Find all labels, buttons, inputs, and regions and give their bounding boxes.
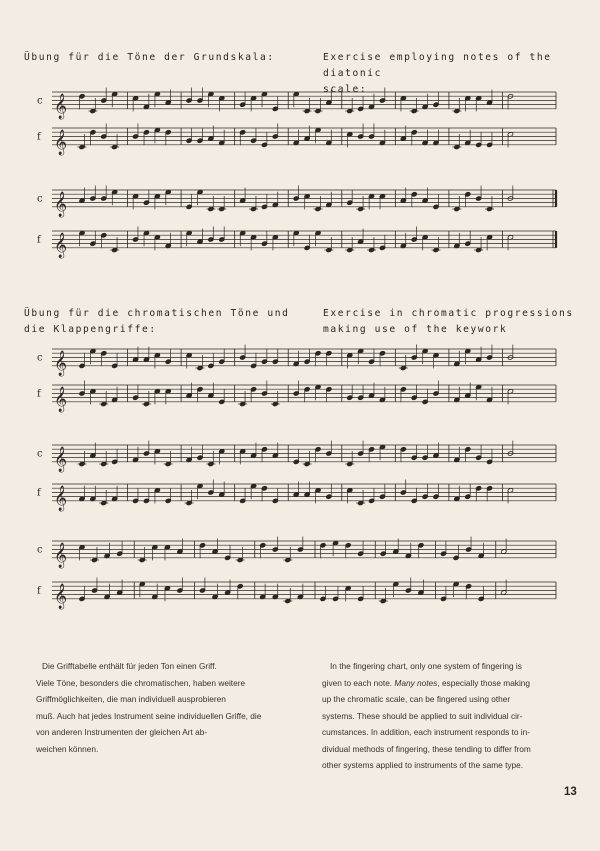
text-line: up the chromatic scale, can be fingered using other — [322, 694, 511, 704]
text-line — [322, 675, 531, 692]
heading-line: Übung für die Töne der Grundskala: — [24, 52, 275, 63]
instrument-label: f — [37, 131, 41, 143]
instrument-label: f — [37, 388, 41, 400]
text-line: Viele Töne, besonders die chromatischen, haben weitere Griffmöglichkeiten, die man individuell ausprobieren — [36, 677, 246, 704]
instrument-label: f — [37, 585, 41, 597]
treble-clef-icon: 𝄞 — [54, 485, 68, 511]
instrument-label: c — [37, 352, 43, 364]
heading-line: scale: — [323, 84, 368, 95]
paragraph-english — [322, 658, 531, 774]
heading-line: Exercise in chromatic progressions — [323, 308, 574, 319]
text-line: dividual methods of fingering, these tending to differ from — [322, 743, 531, 754]
text-line: systems. These should be applied to suit individual cir- — [322, 710, 523, 721]
instrument-label: f — [37, 487, 41, 499]
treble-clef-icon: 𝄞 — [54, 583, 68, 609]
text-segment-italic: Many notes — [392, 677, 438, 688]
treble-clef-icon: 𝄞 — [54, 350, 68, 376]
paragraph-german — [36, 658, 272, 757]
instrument-label: c — [37, 95, 43, 107]
treble-clef-icon: 𝄞 — [54, 232, 68, 258]
instrument-label: c — [37, 544, 43, 556]
text-segment: , especially those making — [437, 677, 531, 688]
heading-line: die Klappengriffe: — [24, 324, 157, 335]
treble-clef-icon: 𝄞 — [54, 129, 68, 155]
heading-line: making use of the keywork — [323, 324, 508, 335]
text-line: Die Grifftabelle enthält für jeden Ton einen Griff. — [42, 661, 217, 671]
text-line: other systems applied to instruments of the same type. — [322, 760, 524, 770]
text-segment: given to each note. — [322, 677, 393, 688]
text-line: weichen können. — [36, 743, 99, 754]
treble-clef-icon: 𝄞 — [54, 93, 68, 119]
treble-clef-icon: 𝄞 — [54, 386, 68, 412]
text-line: muß. Auch hat jedes Instrument seine individuellen Griffe, die von anderen Instrumenten der gleichen Art ab- — [36, 710, 262, 737]
instrument-label: f — [37, 234, 41, 246]
treble-clef-icon: 𝄞 — [54, 542, 68, 568]
treble-clef-icon: 𝄞 — [54, 446, 68, 472]
text-line: In the fingering chart, only one system of fingering is — [330, 661, 522, 671]
heading-line: Übung für die chromatischen Töne und — [24, 308, 290, 319]
treble-clef-icon: 𝄞 — [54, 191, 68, 217]
page-number: 13 — [564, 786, 577, 798]
heading-line: Exercise employing notes of the diatonic — [323, 52, 552, 79]
instrument-label: c — [37, 448, 43, 460]
instrument-label: c — [37, 193, 43, 205]
text-line: cumstances. In addition, each instrument responds to in- — [322, 727, 530, 737]
